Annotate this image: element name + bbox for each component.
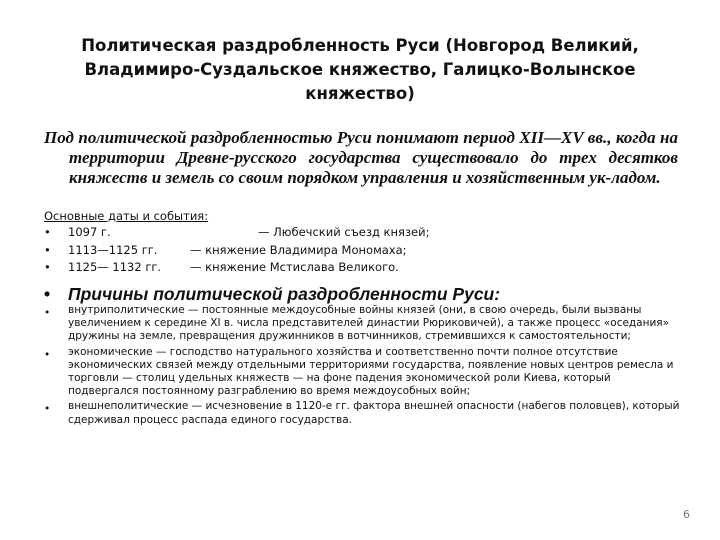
slide-title: Политическая раздробленность Руси (Новгород Великий, Владимиро-Суздальское княжество, Галицко-Волынское княжество) — [81, 36, 639, 103]
date-label: 1097 г. — [68, 225, 111, 239]
bullet: • — [44, 225, 51, 239]
dates-list — [44, 224, 644, 277]
cause-item — [44, 346, 684, 399]
bullet: • — [44, 284, 51, 304]
date-item — [44, 242, 644, 260]
date-item — [44, 224, 644, 242]
cause-item — [44, 400, 684, 426]
date-event: — Любечский съезд князей; — [258, 225, 430, 239]
causes-heading — [44, 283, 664, 305]
bullet: • — [44, 260, 51, 274]
causes-heading-text: Причины политической раздробленности Руси: — [68, 284, 501, 304]
date-item — [44, 259, 644, 277]
date-label: 1113—1125 гг. — [68, 242, 158, 257]
date-label: 1125— 1132 гг. — [68, 260, 162, 274]
cause-item — [44, 304, 684, 344]
cause-text: внешнеполитические — исчезновение в 1120-е гг. фактора внешней опасности (набегов половцев), который сдерживал процесс распада единого государства. — [68, 400, 680, 426]
bullet: • — [44, 403, 51, 416]
cause-text: внутриполитические — постоянные междоусобные войны князей (они, в свою очередь, были вызваны увеличением к середине XI в. числа представителей династии Рюриковичей), а также процесс «оседания» дружины на земле, превращения дружинников в вотчинников, стремившихся к самостоятельности; — [68, 304, 670, 343]
bullet: • — [44, 348, 51, 361]
intro-paragraph: Под политической раздробленностью Руси понимают период XII—XV вв., когда на территории Древне-русского государства существовало до трех десятков княжеств и земель со своим порядком управления и хозяйственным ук-ладом. — [44, 128, 678, 187]
causes-list — [44, 304, 684, 429]
bullet: • — [44, 307, 51, 319]
dates-heading: Основные даты и события: — [44, 209, 209, 223]
bullet: • — [44, 242, 51, 257]
page-number: 6 — [683, 508, 690, 521]
cause-text: экономические — господство натурального хозяйства и соответственно почти полное отсутствие экономических связей между отдельными территориями государства, появление новых центров ремесла и торговли — столиц удельных княжеств — на фоне падения экономической роли Киева, который подвергался постоянному разграблению во время междоусобных войн; — [68, 345, 674, 398]
date-event: — княжение Владимира Мономаха; — [190, 242, 407, 257]
date-event: — княжение Мстислава Великого. — [190, 260, 399, 274]
